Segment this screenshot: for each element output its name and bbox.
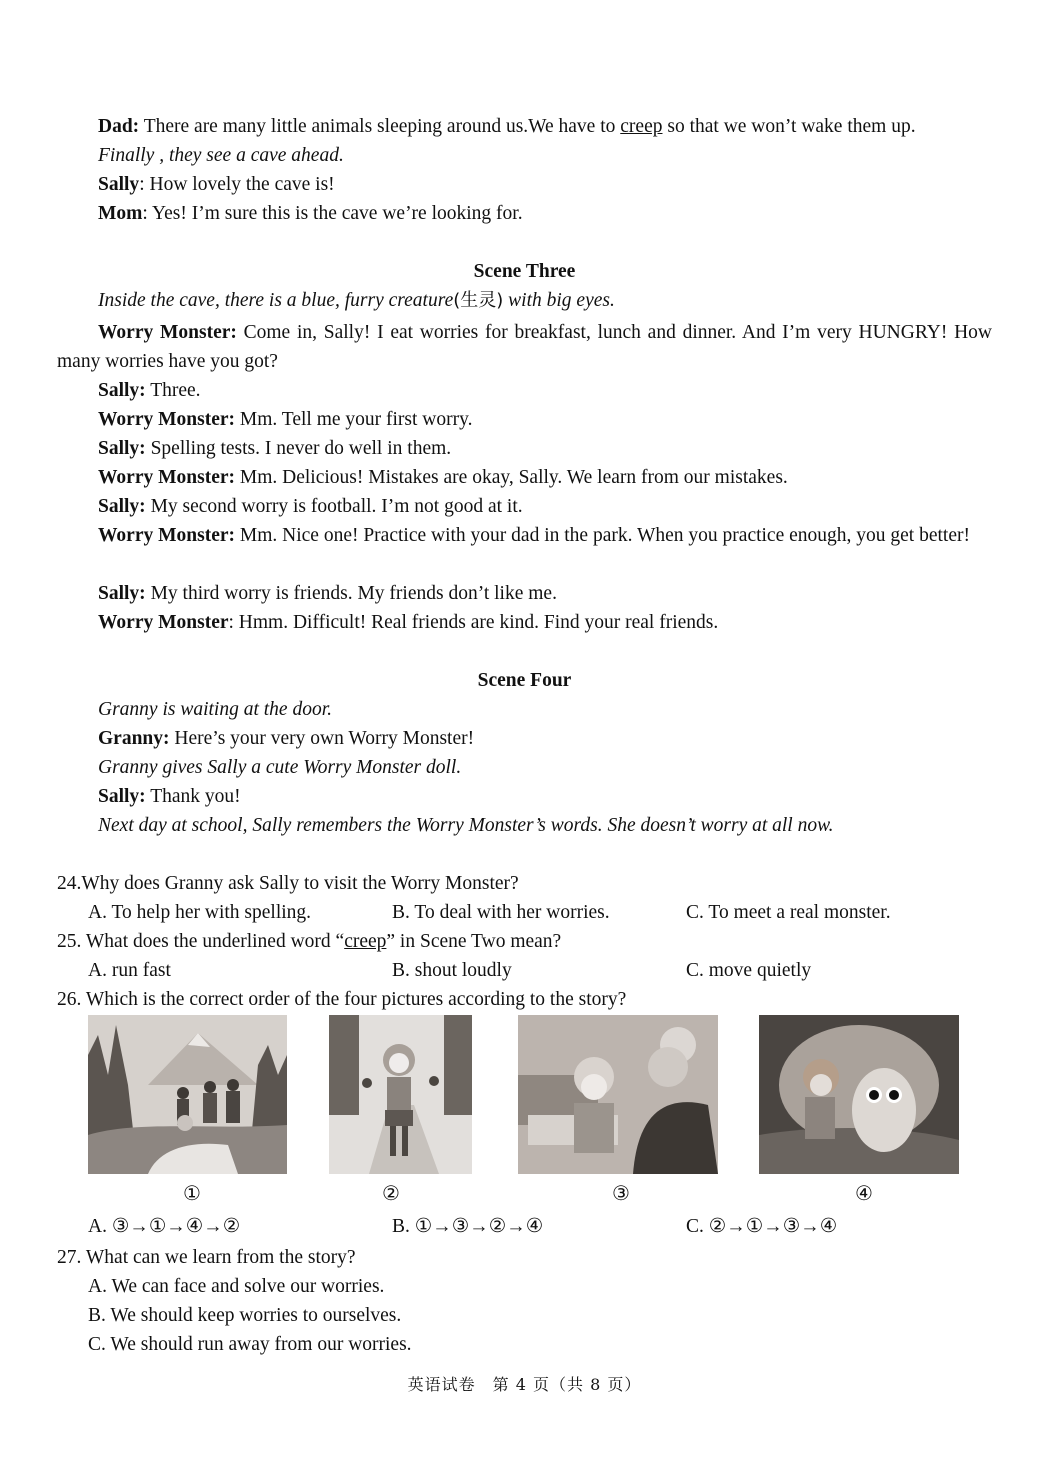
sally-line: [98, 376, 201, 405]
worry-monster-line-text: Mm. Delicious! Mistakes are okay, Sally. We learn from our mistakes.: [235, 467, 788, 488]
sally-line-text: My third worry is friends. My friends don’t like me.: [145, 583, 557, 604]
q27-option-a[interactable]: A. We can face and solve our worries.: [88, 1276, 385, 1297]
speaker-sally: Sally:: [98, 583, 146, 604]
granny-line: [98, 724, 474, 753]
speaker-sally: Sally:: [98, 438, 146, 459]
hiking-illustration: [88, 1015, 287, 1174]
scene-four-heading: Scene Four: [477, 670, 572, 691]
picture-label-2: ②: [382, 1183, 400, 1205]
picture-label-3: ③: [612, 1183, 630, 1205]
page-footer: 英语试卷 第 4 页（共 8 页）: [407, 1375, 642, 1394]
picture-4-worry-monster-cave: [759, 1015, 959, 1174]
q27-option-b[interactable]: B. We should keep worries to ourselves.: [88, 1305, 402, 1326]
worry-monster-line-text: : Hmm. Difficult! Real friends are kind. Find your real friends.: [228, 612, 719, 633]
sally-line-text: Thank you!: [145, 786, 241, 807]
school-walk-illustration: [329, 1015, 472, 1174]
worry-monster-line-text: Mm. Nice one! Practice with your dad in the park. When you practice enough, you get better!: [235, 525, 970, 546]
sally-line: [98, 782, 241, 811]
q24-option-a[interactable]: A. To help her with spelling.: [88, 902, 312, 923]
q27-option-c[interactable]: C. We should run away from our worries.: [88, 1334, 412, 1355]
sally-line-text: Three.: [145, 380, 201, 401]
dad-line-text-1: There are many little animals sleeping around us.We have to: [139, 116, 621, 137]
chinese-gloss: (生灵): [453, 290, 504, 311]
q25-option-b[interactable]: B. shout loudly: [392, 960, 512, 981]
question-26: 26. Which is the correct order of the four pictures according to the story?: [57, 989, 627, 1010]
mom-line: [98, 199, 523, 228]
dad-line-text-2: so that we won’t wake them up.: [662, 116, 916, 137]
worry-monster-line: [98, 463, 788, 492]
speaker-sally: Sally:: [98, 786, 146, 807]
question-27: 27. What can we learn from the story?: [57, 1247, 356, 1268]
underlined-word-creep: creep: [620, 116, 663, 137]
picture-1-family-hiking: [88, 1015, 287, 1174]
speaker-sally: Sally: [98, 174, 140, 195]
living-room-illustration: [518, 1015, 718, 1174]
q25-option-a[interactable]: A. run fast: [88, 960, 171, 981]
speaker-worry-monster: Worry Monster:: [98, 525, 235, 546]
q26-option-b[interactable]: B. ①→③→②→④: [392, 1216, 544, 1237]
speaker-sally: Sally:: [98, 496, 146, 517]
worry-monster-line: [57, 521, 992, 550]
q25-text-1: 25. What does the underlined word “: [57, 931, 345, 952]
worry-monster-line: [98, 608, 718, 637]
picture-3-girl-with-granny: [518, 1015, 718, 1174]
question-24: 24.Why does Granny ask Sally to visit the Worry Monster?: [57, 873, 519, 894]
q26-option-c[interactable]: C. ②→①→③→④: [686, 1216, 838, 1237]
sally-line: [98, 492, 523, 521]
q25-text-2: ” in Scene Two mean?: [386, 931, 562, 952]
speaker-granny: Granny:: [98, 728, 170, 749]
q25-option-c[interactable]: C. move quietly: [686, 960, 812, 981]
stage-direction: Next day at school, Sally remembers the Worry Monster’s words. She doesn’t worry at all now.: [98, 815, 834, 836]
stage-direction: Granny is waiting at the door.: [98, 699, 333, 720]
sally-line-text: Spelling tests. I never do well in them.: [145, 438, 452, 459]
dad-line: [98, 112, 916, 141]
stage-text-2: with big eyes.: [503, 290, 615, 311]
sally-line-text: : How lovely the cave is!: [139, 174, 335, 195]
speaker-worry-monster: Worry Monster: [98, 612, 229, 633]
sally-line-text: My second worry is football. I’m not good at it.: [145, 496, 523, 517]
q24-option-b[interactable]: B. To deal with her worries.: [392, 902, 610, 923]
q26-option-a[interactable]: A. ③→①→④→②: [88, 1216, 241, 1237]
sally-line: [98, 170, 335, 199]
picture-label-4: ④: [855, 1183, 873, 1205]
speaker-worry-monster: Worry Monster:: [98, 409, 235, 430]
mom-line-text: : Yes! I’m sure this is the cave we’re looking for.: [142, 203, 523, 224]
speaker-worry-monster: Worry Monster:: [98, 467, 235, 488]
scene-three-heading: Scene Three: [473, 261, 576, 282]
worry-monster-line-text: Come in, Sally! I eat worries for breakfast, lunch and dinner. And I’m very HUNGRY! How many worries have you got?: [57, 322, 992, 372]
speaker-dad: Dad:: [98, 116, 140, 137]
worry-monster-line-text: Mm. Tell me your first worry.: [235, 409, 473, 430]
picture-2-girl-at-school: [329, 1015, 472, 1174]
granny-line-text: Here’s your very own Worry Monster!: [169, 728, 475, 749]
stage-text-1: Inside the cave, there is a blue, furry creature: [98, 290, 454, 311]
question-25: [57, 927, 561, 956]
sally-line: [98, 434, 451, 463]
speaker-sally: Sally:: [98, 380, 146, 401]
cave-illustration: [759, 1015, 959, 1174]
picture-label-1: ①: [183, 1183, 201, 1205]
stage-direction: [98, 286, 615, 315]
worry-monster-line: [98, 405, 472, 434]
stage-direction: Finally , they see a cave ahead.: [98, 145, 344, 166]
speaker-worry-monster: Worry Monster:: [98, 322, 237, 343]
stage-direction: Granny gives Sally a cute Worry Monster doll.: [98, 757, 462, 778]
underlined-word-creep: creep: [344, 931, 387, 952]
speaker-mom: Mom: [98, 203, 143, 224]
sally-line: [98, 579, 557, 608]
worry-monster-line: [57, 318, 992, 376]
q24-option-c[interactable]: C. To meet a real monster.: [686, 902, 891, 923]
